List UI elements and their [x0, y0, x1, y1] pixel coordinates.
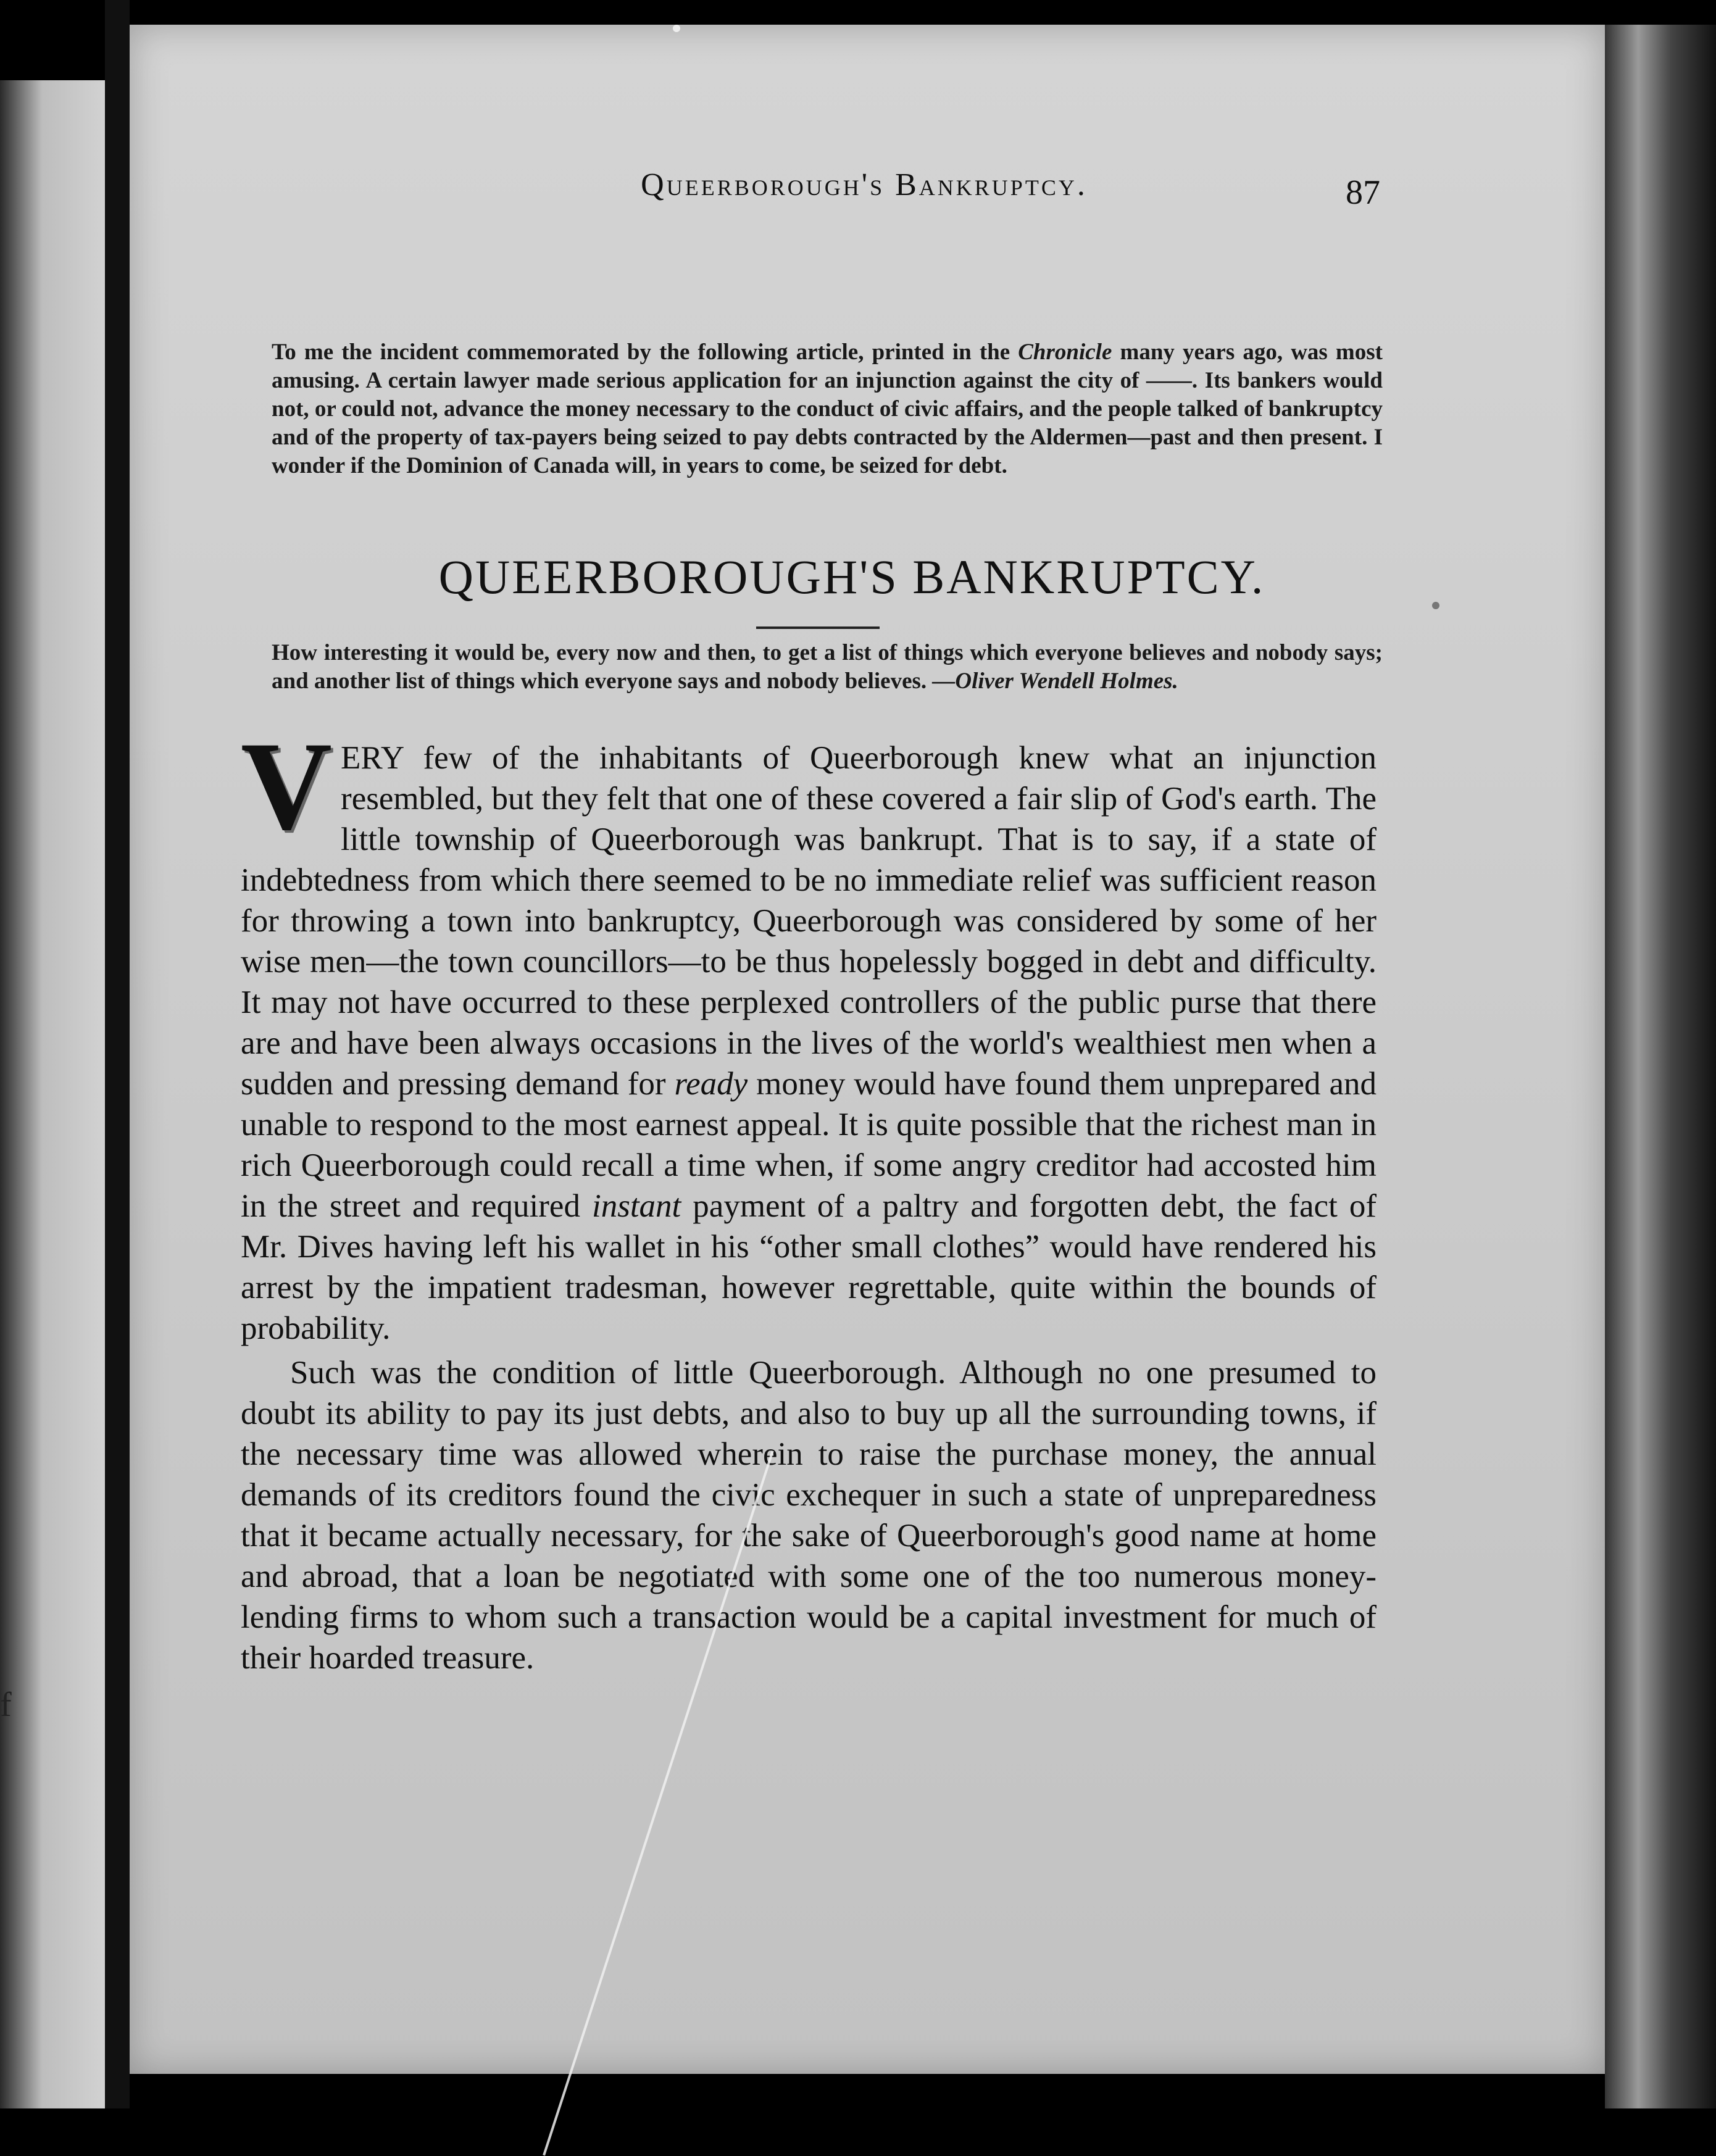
- epigraph-attribution: —Oliver Wendell Holmes.: [932, 668, 1178, 694]
- epigraph: [272, 639, 1383, 696]
- epigraph-text: How interesting it would be, every now and then, to get a list of things which everyone believes and nobody says; and another list of things which everyone says and nobody believes.: [272, 640, 1383, 694]
- running-head: Queerborough's Bankruptcy.: [641, 167, 1088, 202]
- facing-page-edge: [0, 80, 105, 2108]
- dust-mark: [673, 25, 680, 32]
- paragraph-2: Such was the condition of little Queerborough. Although no one presumed to doubt its ability to pay its just debts, and also to buy up all the surrounding towns, if the necessary time was allowed wherein to raise the purchase money, the annual demands of its creditors found the civic exchequer in such a state of unpreparedness that it became actually necessary, for the sake of Queerborough's good name at home and abroad, that a loan be negotiated with some one of the too numerous money-lending firms to whom such a transaction would be a capital investment for much of their hoarded treasure.: [241, 1355, 1377, 1676]
- paragraph-1: [241, 716, 1377, 1349]
- intro-note: [272, 338, 1383, 480]
- emphasis-ready: ready: [674, 1066, 748, 1102]
- facing-page-fragment: f: [0, 1686, 12, 1724]
- intro-note-publication: Chronicle: [1018, 339, 1112, 365]
- intro-note-text-after: many years ago, was most amusing. A certain lawyer made serious application for an injunction against the city of ——. Its bankers would not, or could not, advance the money necessary to the conduct of civic affairs, and the people talked of bankruptcy and of the property of tax-payers being seized to pay debts contracted by the Aldermen—past and then present. I wonder if the Dominion of Canada will, in years to come, be seized for debt.: [272, 339, 1383, 478]
- article-body: [241, 716, 1377, 1678]
- intro-note-text-before: To me the incident commemorated by the following article, printed in the: [272, 339, 1018, 365]
- dust-mark: [1432, 602, 1439, 609]
- page-number: 87: [1346, 173, 1380, 212]
- article-title: QUEERBOROUGH'S BANKRUPTCY.: [438, 550, 1265, 604]
- book-gutter: [105, 0, 130, 2108]
- dropcap: V: [241, 716, 333, 856]
- paragraph-1-part-b: money would have found them unprepared and unable to respond to the most earnest appeal. It is quite possible that the richest man in rich Queerborough could recall a time when, if some angry creditor had accosted him in the street and required: [241, 1066, 1377, 1224]
- emphasis-instant: instant: [591, 1188, 681, 1224]
- paragraph-1-part-a: ERY few of the inhabitants of Queerborough knew what an injunction resembled, but they felt that one of these covered a fair slip of God's earth. The little township of Queerborough was bankrupt. That is to say, if a state of indebtedness from which there seemed to be no immediate relief was sufficient reason for throwing a town into bankruptcy, Queerborough was considered by some of her wise men—the town councillors—to be thus hopelessly bogged in debt and difficulty. It may not have occurred to these perplexed controllers of the public purse that there are and have been always occasions in the lives of the world's wealthiest men when a sudden and pressing demand for: [241, 740, 1377, 1102]
- page-stack-edge: [1605, 25, 1716, 2108]
- title-rule: [756, 626, 880, 629]
- paragraph-1-part-c: payment of a paltry and forgotten debt, the fact of Mr. Dives having left his wallet in his “other small clothes” would have rendered his arrest by the impatient tradesman, however regrettable, quite within the bounds of probability.: [241, 1188, 1377, 1346]
